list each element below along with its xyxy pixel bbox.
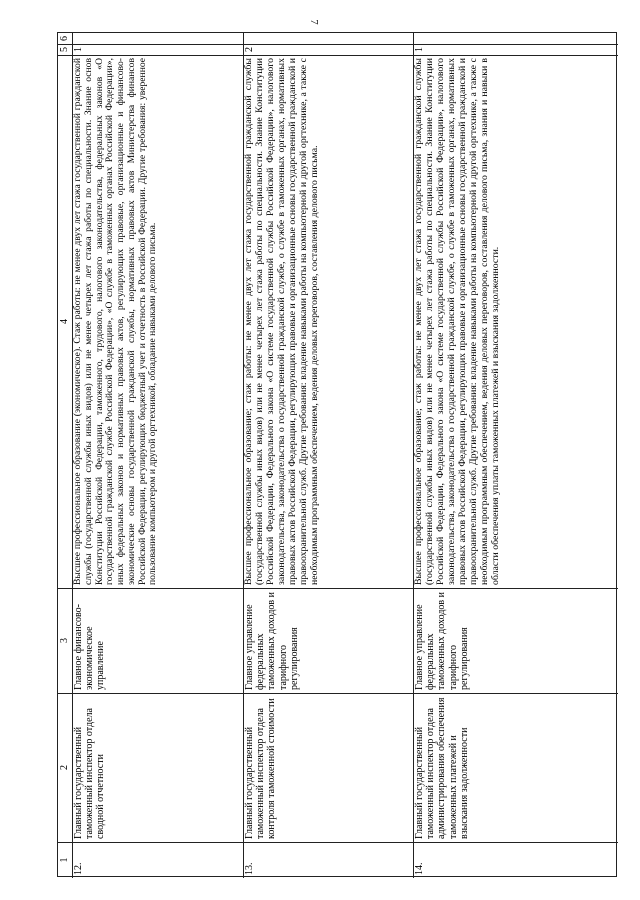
- table-body: [57, 32, 617, 877]
- page-number: 7: [308, 19, 320, 25]
- column-header-2: 2: [59, 765, 70, 770]
- cell-col5: 1: [73, 47, 84, 52]
- cell-num: 13.: [244, 862, 255, 875]
- cell-requirements: Высшее профессиональное образование (экономическое). Стаж работы: не менее двух лет стажа государственной гражданской службы (государственной службы иных видов) или не менее четырех лет стажа работы по специальности. Знание основ Конституции Российской Федерации, таможенного, трудового, налогового законодательства, федеральных законов «О государственной гражданской службе Российской Федерации», «О службе в таможенных органах Российской Федерации», иных федеральных законов и нормативных правовых актов, регулирующих правовые, организационные и финансово-экономические основы государственной гражданской службы, нормативных правовых актов Министерства финансов Российской Федерации, регулирующих бюджетный учет и отчетность в Российской Федерации. Другие требования: уверенное пользование компьютером и другой оргтехникой, обладание навыками делового письма.: [72, 58, 159, 585]
- column-header-4: 4: [59, 319, 70, 324]
- cell-num: 12.: [73, 862, 84, 875]
- column-header-6: 6: [59, 36, 70, 41]
- cell-position: Главный государственный таможенный инспектор отдела администрирования обеспечения таможенных платежей и взыскания задолженности: [414, 697, 470, 839]
- cell-position: Главный государственный таможенный инспектор отдела сводной отчетности: [73, 708, 107, 839]
- column-header-5: 5: [59, 47, 70, 52]
- grid-line: [58, 693, 618, 694]
- cell-num: 14.: [414, 862, 425, 875]
- grid-line: [58, 842, 618, 843]
- cell-position: Главный государственный таможенный инспектор отдела контроля таможенной стоимости: [244, 698, 278, 839]
- grid-line: [58, 588, 618, 589]
- column-header-1: 1: [59, 857, 70, 863]
- cell-department: Главное управление федеральных таможенных доходов и тарифного регулирования: [414, 592, 470, 690]
- cell-col5: 2: [244, 47, 255, 52]
- cell-requirements: Высшее профессиональное образование; стаж работы: не менее двух лет стажа государственной гражданской службы (государственной службы иных видов) или не менее четырех лет стажа работы по специальности. Знание Конституции Российской Федерации, Федерального закона «О системе государственной службы Российской Федерации», налогового законодательства, законодательства о государственной гражданской службе, о службе в таможенных органах, нормативных правовых актов Российской Федерации, регулирующих правовые и организационные основы государственной гражданской и правоохранительной служб. Другие требования: владение навыками работы на компьютерной и другой оргтехнике, а также с необходимым программным обеспечением, ведения деловых переговоров, составления делового письма.: [243, 58, 320, 585]
- cell-requirements: Высшее профессиональное образование; стаж работы: не менее двух лет стажа государственной гражданской службы (государственной службы иных видов) или не менее четырех лет стажа работы по специальности. Знание Конституции Российской Федерации, Федерального закона «О системе государственной службы Российской Федерации», налогового законодательства, законодательства о государственной гражданской службе, о службе в таможенных органах, нормативных правовых актов Российской Федерации, регулирующих правовые и организационные основы государственной гражданской и правоохранительной служб. Другие требования: владение навыками работы на компьютерной и другой оргтехнике, а также с необходимым программным обеспечением, ведения деловых переговоров, составления делового письма, знания и навыки в области обеспечения уплаты таможенных платежей и взыскания задолженности.: [413, 58, 501, 585]
- cell-department: Главное управление федеральных таможенных доходов и тарифного регулирования: [244, 592, 300, 690]
- cell-department: Главное финансово-экономическое управление: [73, 604, 107, 690]
- cell-col5: 1: [414, 47, 425, 52]
- grid-line: [58, 44, 618, 45]
- column-header-3: 3: [59, 638, 70, 643]
- grid-line: [58, 55, 618, 56]
